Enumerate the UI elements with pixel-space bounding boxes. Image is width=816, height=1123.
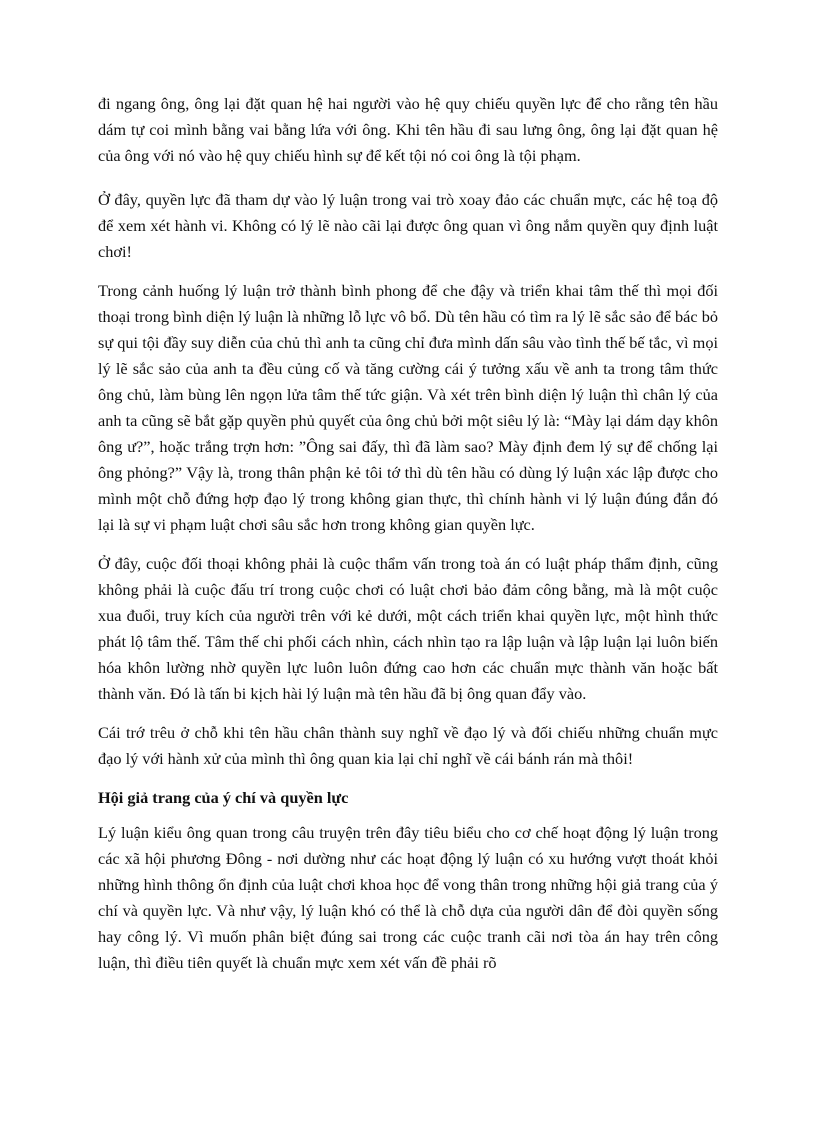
section-heading: Hội giả trang của ý chí và quyền lực [98, 788, 349, 807]
document-body [98, 91, 718, 976]
paragraph-1: đi ngang ông, ông lại đặt quan hệ hai người vào hệ quy chiếu quyền lực để cho rằng tên hầu dám tự coi mình bằng vai bằng lứa với ông. Khi tên hầu đi sau lưng ông, ông lại đặt quan hệ của ông với nó vào hệ quy chiếu hình sự để kết tội nó coi ông là tội phạm. [98, 94, 718, 165]
paragraph-6: Lý luận kiểu ông quan trong câu truyện trên đây tiêu biểu cho cơ chế hoạt động lý luận trong các xã hội phương Đông - nơi dường như các hoạt động lý luận có xu hướng vượt thoát khỏi những hình thông ổn định của luật chơi khoa học để vong thân trong những hội giả trang của ý chí và quyền lực. Và như vậy, lý luận khó có thể là chỗ dựa của người dân để đòi quyền sống hay công lý. Vì muốn phân biệt đúng sai trong các cuộc tranh cãi nơi tòa án hay trên công luận, thì điều tiên quyết là chuẩn mực xem xét vấn đề phải rõ [98, 823, 718, 972]
paragraph-3: Trong cảnh huống lý luận trở thành bình phong để che đậy và triển khai tâm thế thì mọi đối thoại trong bình diện lý luận là những lỗ lực vô bổ. Dù tên hầu có tìm ra lý lẽ sắc sảo để bác bỏ sự qui tội đầy suy diễn của chủ thì anh ta cũng chỉ đưa mình dấn sâu vào tình thế bế tắc, vì mọi lý lẽ sắc sảo của anh ta đều củng cố và tăng cường cái ý tưởng xấu về anh ta trong tâm thức ông chủ, làm bùng lên ngọn lửa tâm thế tức giận. Và xét trên bình diện lý luận thì chân lý của anh ta cũng sẽ bắt gặp quyền phủ quyết của ông chủ bởi một siêu lý là: “Mày lại dám dạy khôn ông ư?”, hoặc trắng trợn hơn: ”Ông sai đấy, thì đã làm sao? Mày định đem lý sự để chống lại ông phỏng?” Vậy là, trong thân phận kẻ tôi tớ thì dù tên hầu có dùng lý luận xác lập được cho mình một chỗ đứng hợp đạo lý trong không gian thực, thì chính hành vi lý luận đúng đắn đó lại là sự vi phạm luật chơi sâu sắc hơn trong không gian quyền lực. [98, 281, 718, 534]
paragraph-5: Cái trớ trêu ở chỗ khi tên hầu chân thành suy nghĩ về đạo lý và đối chiếu những chuẩn mực đạo lý với hành xử của mình thì ông quan kia lại chỉ nghĩ về cái bánh rán mà thôi! [98, 723, 718, 768]
paragraph-2: Ở đây, quyền lực đã tham dự vào lý luận trong vai trò xoay đảo các chuẩn mực, các hệ toạ độ để xem xét hành vi. Không có lý lẽ nào cãi lại được ông quan vì ông nắm quyền quy định luật chơi! [98, 190, 718, 261]
paragraph-4: Ở đây, cuộc đối thoại không phải là cuộc thẩm vấn trong toà án có luật pháp thẩm định, cũng không phải là cuộc đấu trí trong cuộc chơi có luật chơi bảo đảm công bằng, mà là một cuộc xua đuổi, truy kích của người trên với kẻ dưới, một cách triển khai quyền lực, một hình thức phát lộ tâm thế. Tâm thế chi phối cách nhìn, cách nhìn tạo ra lập luận và lập luận lại luôn biến hóa khôn lường nhờ quyền lực luôn luôn đứng cao hơn các chuẩn mực thành văn hoặc bất thành văn. Đó là tấn bi kịch hài lý luận mà tên hầu đã bị ông quan đẩy vào. [98, 554, 718, 703]
